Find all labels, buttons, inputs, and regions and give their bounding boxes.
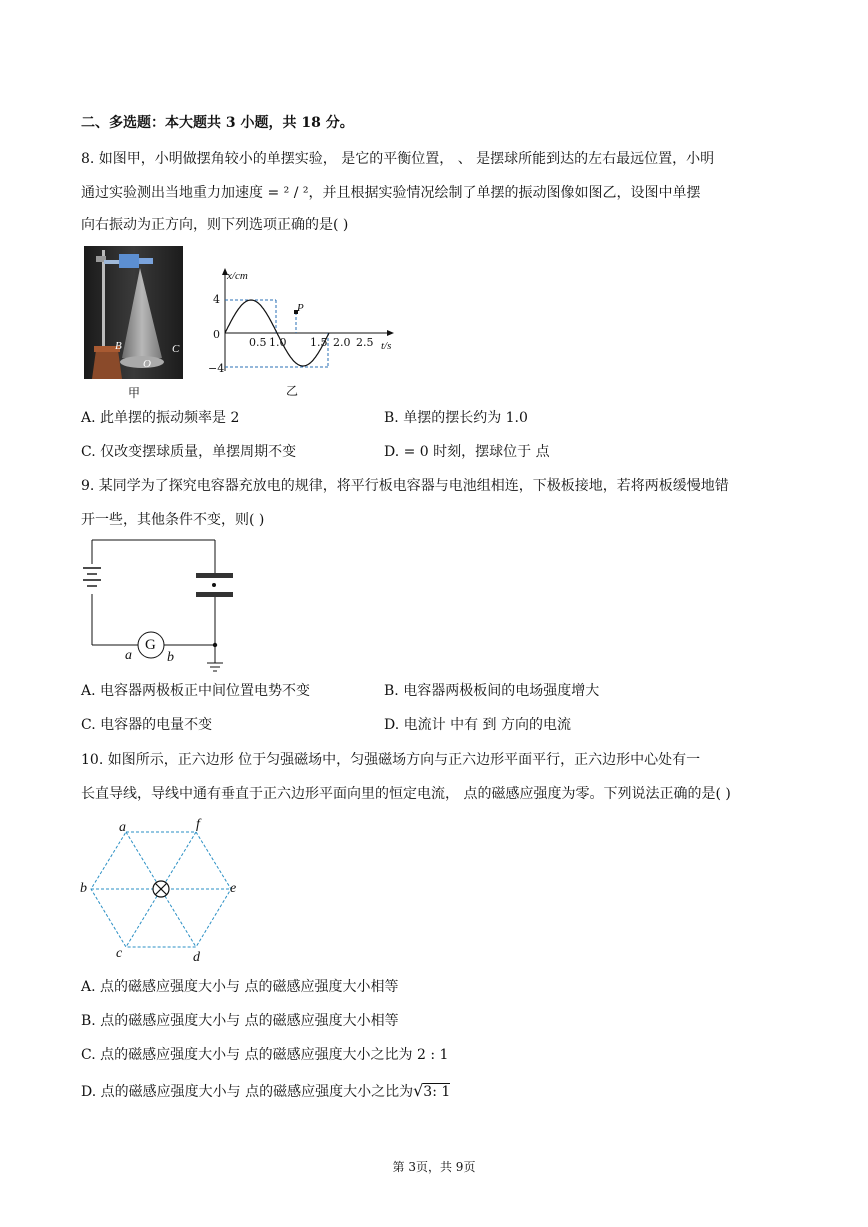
q10-option-d-text: D. 点的磁感应强度大小与 点的磁感应强度大小之比为 [81, 1084, 414, 1100]
q8-stem-line3: 向右振动为正方向，则下列选项正确的是( ) [81, 217, 349, 233]
graph-tick-15: 1.5 [310, 336, 328, 349]
q9-option-a[interactable]: A. 电容器两极板正中间位置电势不变 [81, 683, 311, 699]
q9-option-b[interactable]: B. 电容器两极板间的电场强度增大 [384, 683, 600, 699]
hex-label-e: e [230, 881, 237, 896]
hex-label-c: c [116, 946, 123, 961]
q9-option-d[interactable]: D. 电流计 中有 到 方向的电流 [384, 717, 571, 733]
q9-stem-line1: 9. 某同学为了探究电容器充放电的规律，将平行板电容器与电池组相连，下极板接地，若将两板缓慢地错 [81, 478, 729, 494]
graph-tick-20: 2.0 [333, 336, 351, 349]
graph-ylabel: x/cm [227, 270, 248, 282]
capacitor-circuit [80, 538, 240, 673]
pendulum-photo-drawing [84, 246, 183, 379]
graph-y-bottom: −4 [208, 362, 225, 375]
hex-label-f: f [196, 817, 200, 832]
hexagon-diagram [90, 828, 235, 956]
q9-option-c[interactable]: C. 电容器的电量不变 [81, 717, 213, 733]
pendulum-photo [84, 246, 183, 379]
q8-option-d[interactable]: D. = 0 时刻，摆球位于 点 [384, 444, 550, 460]
graph-point-label: P [297, 302, 304, 314]
graph-xlabel: t/s [381, 340, 392, 352]
q8-option-b[interactable]: B. 单摆的摆长约为 1.0 [384, 410, 528, 426]
page-footer: 第 3页，共 9页 [392, 1160, 476, 1174]
q8-option-c[interactable]: C. 仅改变摆球质量，单摆周期不变 [81, 444, 297, 460]
sqrt-sign: √ [413, 1081, 424, 1100]
hex-label-b: b [80, 881, 87, 896]
photo-label-b: B [115, 340, 122, 352]
q10-option-a[interactable]: A. 点的磁感应强度大小与 点的磁感应强度大小相等 [81, 979, 399, 995]
graph-y-zero: 0 [213, 328, 220, 341]
q8-stem-line2: 通过实验测出当地重力加速度 = ² / ²，并且根据实验情况绘制了单摆的振动图像如图乙，设图中单摆 [81, 185, 701, 201]
hex-label-a: a [119, 820, 126, 835]
graph-y-top: 4 [213, 293, 220, 306]
graph-tick-25: 2.5 [356, 336, 374, 349]
q8-option-a[interactable]: A. 此单摆的振动频率是 2 [81, 410, 240, 426]
q10-option-d[interactable] [81, 1081, 450, 1102]
capacitor-point [212, 583, 216, 587]
q10-option-d-ratio: 3: 1 [423, 1084, 451, 1100]
capacitor-lower-plate [196, 592, 233, 597]
q10-stem-line1: 10. 如图所示，正六边形 位于匀强磁场中，匀强磁场方向与正六边形平面平行，正六边形中心处有一 [81, 752, 701, 768]
section-title: 二、多选题：本大题共 3 小题，共 18 分。 [81, 115, 354, 131]
photo-caption: 甲 [128, 386, 141, 400]
junction-dot [213, 643, 217, 647]
q8-stem-line1: 8. 如图甲，小明做摆角较小的单摆实验， 是它的平衡位置， 、 是摆球所能到达的左右最远位置，小明 [81, 151, 715, 167]
q9-stem-line2: 开一些，其他条件不变，则( ) [81, 512, 265, 528]
capacitor-upper-plate [196, 573, 233, 578]
circuit-label-a: a [125, 648, 132, 663]
graph-caption: 乙 [286, 384, 299, 398]
graph-tick-05: 0.5 [249, 336, 267, 349]
graph-tick-10: 1.0 [269, 336, 287, 349]
q10-stem-line2: 长直导线，导线中通有垂直于正六边形平面向里的恒定电流， 点的磁感应强度为零。下列说法正确的是( ) [81, 786, 731, 802]
circuit-label-b: b [167, 650, 174, 665]
hex-label-d: d [193, 950, 200, 965]
photo-label-c: C [172, 343, 180, 355]
q10-option-b[interactable]: B. 点的磁感应强度大小与 点的磁感应强度大小相等 [81, 1013, 399, 1029]
galvanometer-label: G [145, 637, 156, 653]
vibration-graph [200, 268, 400, 393]
photo-label-o: O [143, 358, 151, 370]
q10-option-c[interactable]: C. 点的磁感应强度大小与 点的磁感应强度大小之比为 2 : 1 [81, 1047, 449, 1063]
